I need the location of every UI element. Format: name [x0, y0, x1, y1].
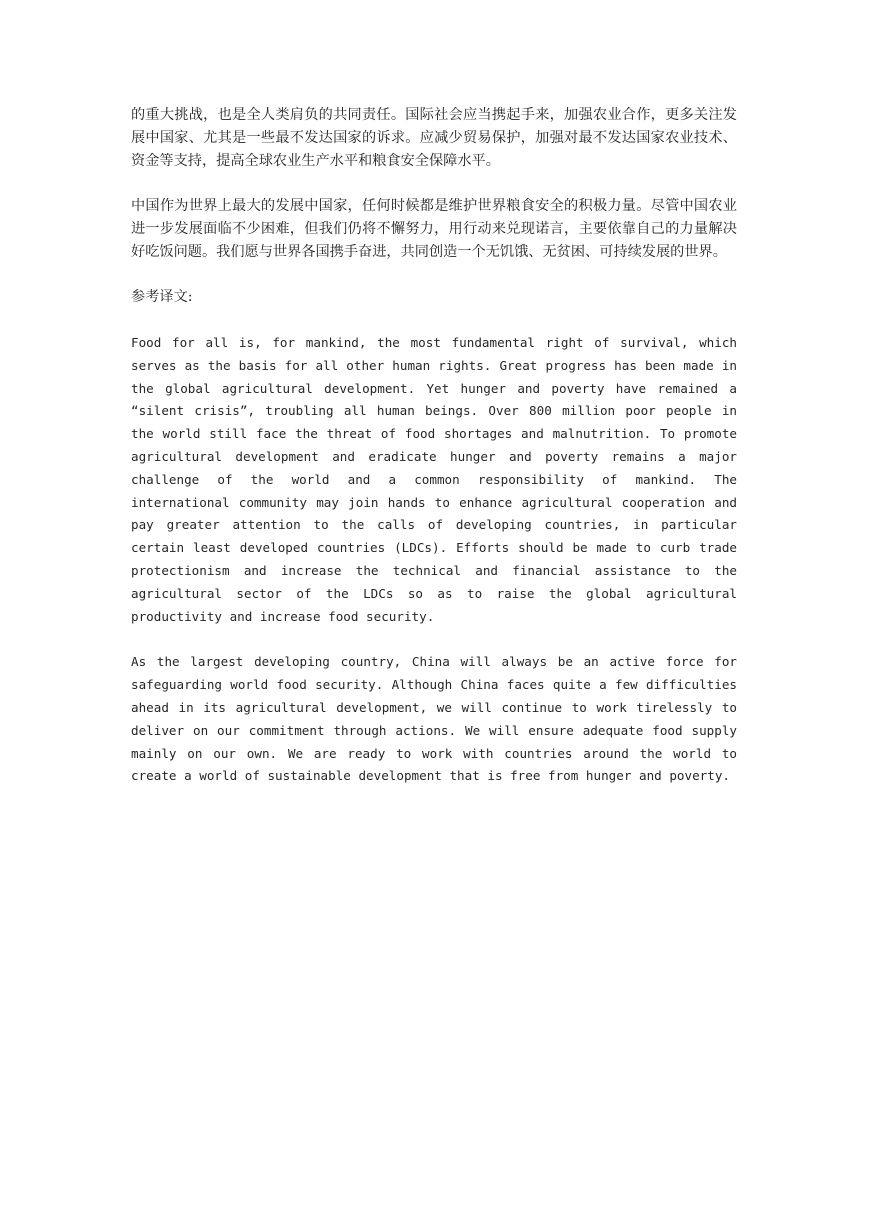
english-paragraph-2: As the largest developing country, China will always be an active force for safeguarding world food security. Although China faces quite a few difficulties ahead in its agricultural development, we will continue to work tirelessly to deliver on our commitment through actions. We will ensure adequate food supply mainly on our own. We are ready to work with countries around the world to create a world of sustainable development that is free from hunger and poverty.: [131, 654, 737, 784]
translation-heading: 参考译文:: [131, 289, 193, 305]
paragraph-spacer: [131, 309, 737, 332]
paragraph-spacer: [131, 628, 737, 651]
paragraph-spacer: [131, 173, 737, 195]
chinese-paragraph-1: 的重大挑战，也是全人类肩负的共同责任。国际社会应当携起手来，加强农业合作，更多关注发展中国家、尤其是一些最不发达国家的诉求。应减少贸易保护，加强对最不发达国家农业技术、资金等支持，提高全球农业生产水平和粮食安全保障水平。: [131, 107, 737, 169]
chinese-paragraph-2: 中国作为世界上最大的发展中国家，任何时候都是维护世界粮食安全的积极力量。尽管中国农业进一步发展面临不少困难，但我们仍将不懈努力，用行动来兑现诺言，主要依靠自己的力量解决好吃饭问题。我们愿与世界各国携手奋进，共同创造一个无饥饿、无贫困、可持续发展的世界。: [131, 198, 737, 260]
paragraph-spacer: [131, 264, 737, 286]
english-paragraph-1: Food for all is, for mankind, the most fundamental right of survival, which serves as the basis for all other human rights. Great progress has been made in the global agricultural development. Yet hunger and poverty have remained a “silent crisis”, troubling all human beings. Over 800 million poor people in the world still face the threat of food shortages and malnutrition. To promote agricultural development and eradicate hunger and poverty remains a major challenge of the world and a common responsibility of mankind. The international community may join hands to enhance agricultural cooperation and pay greater attention to the calls of developing countries, in particular certain least developed countries (LDCs). Efforts should be made to curb trade protectionism and increase the technical and financial assistance to the agricultural sector of the LDCs so as to raise the global agricultural productivity and increase food security.: [131, 335, 737, 624]
document-page: [131, 104, 737, 788]
